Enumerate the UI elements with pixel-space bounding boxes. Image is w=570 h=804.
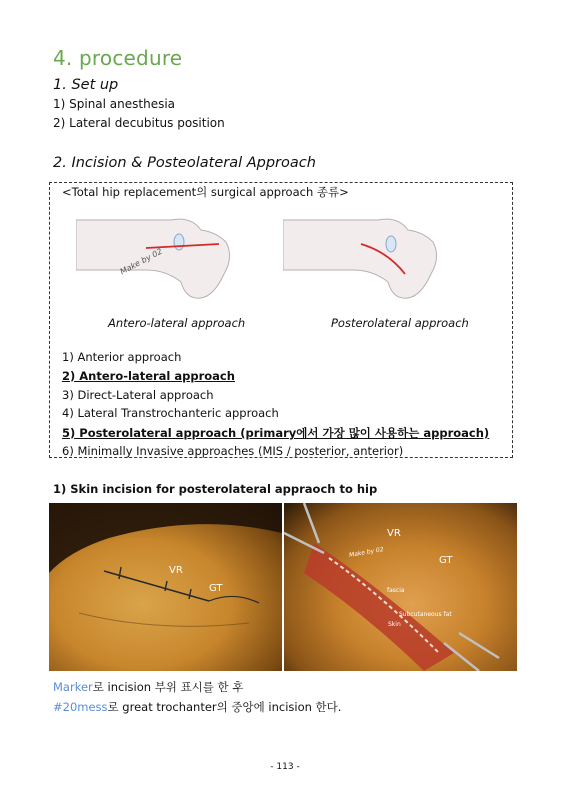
diagram-watermark: Make by 02 (118, 246, 164, 277)
page-number: - 113 - (270, 762, 300, 772)
photo-label-gt: GT (209, 583, 223, 594)
approach-item: 6) Minimally Invasive approaches (MIS / posterior, anterior) (62, 444, 404, 458)
caption-text: 로 incision 부위 표시를 한 후 (92, 680, 244, 694)
skin-incision-heading: 1) Skin incision for posterolateral appraoch to hip (53, 482, 378, 496)
posterolateral-diagram (283, 212, 473, 302)
setup-item: 2) Lateral decubitus position (53, 116, 225, 130)
approach-item-underlined: 2) Antero-lateral approach (62, 369, 235, 383)
photo-watermark: Make by 02 (348, 546, 385, 559)
approach-item-underlined: 5) Posterolateral approach (primary에서 가장 많이 사용하는 approach) (62, 426, 490, 440)
photo-label-subcutaneous-fat: Subcutaneous fat (399, 611, 452, 618)
approach-item: 3) Direct-Lateral approach (62, 388, 214, 402)
setup-heading: 1. Set up (53, 77, 119, 93)
caption-line-1 (53, 679, 243, 695)
approach-item: 4) Lateral Transtrochanteric approach (62, 406, 279, 420)
approach-item: 1) Anterior approach (62, 350, 182, 364)
caption-line-2 (53, 699, 341, 715)
blade-term: #20mess (53, 700, 108, 714)
section-title: 4. procedure (53, 46, 183, 70)
surgical-field-photo (284, 503, 517, 671)
setup-item: 1) Spinal anesthesia (53, 97, 176, 111)
skin-marking-photo (49, 503, 282, 671)
photo-label-vr: VR (169, 565, 183, 576)
antero-lateral-diagram (76, 212, 266, 302)
antero-lateral-caption: Antero-lateral approach (108, 316, 246, 330)
posterolateral-caption: Posterolateral approach (331, 316, 469, 330)
photo-label-gt: GT (439, 555, 453, 566)
incision-heading: 2. Incision & Posteolateral Approach (53, 155, 316, 171)
box-title: <Total hip replacement의 surgical approach 종류> (62, 185, 349, 199)
photo-label-skin: Skin (388, 621, 401, 628)
photo-label-fascia: fascia (387, 587, 405, 594)
photo-label-vr: VR (387, 528, 401, 539)
caption-text: 로 great trochanter의 중앙에 incision 한다. (107, 700, 342, 714)
marker-term: Marker (53, 680, 93, 694)
